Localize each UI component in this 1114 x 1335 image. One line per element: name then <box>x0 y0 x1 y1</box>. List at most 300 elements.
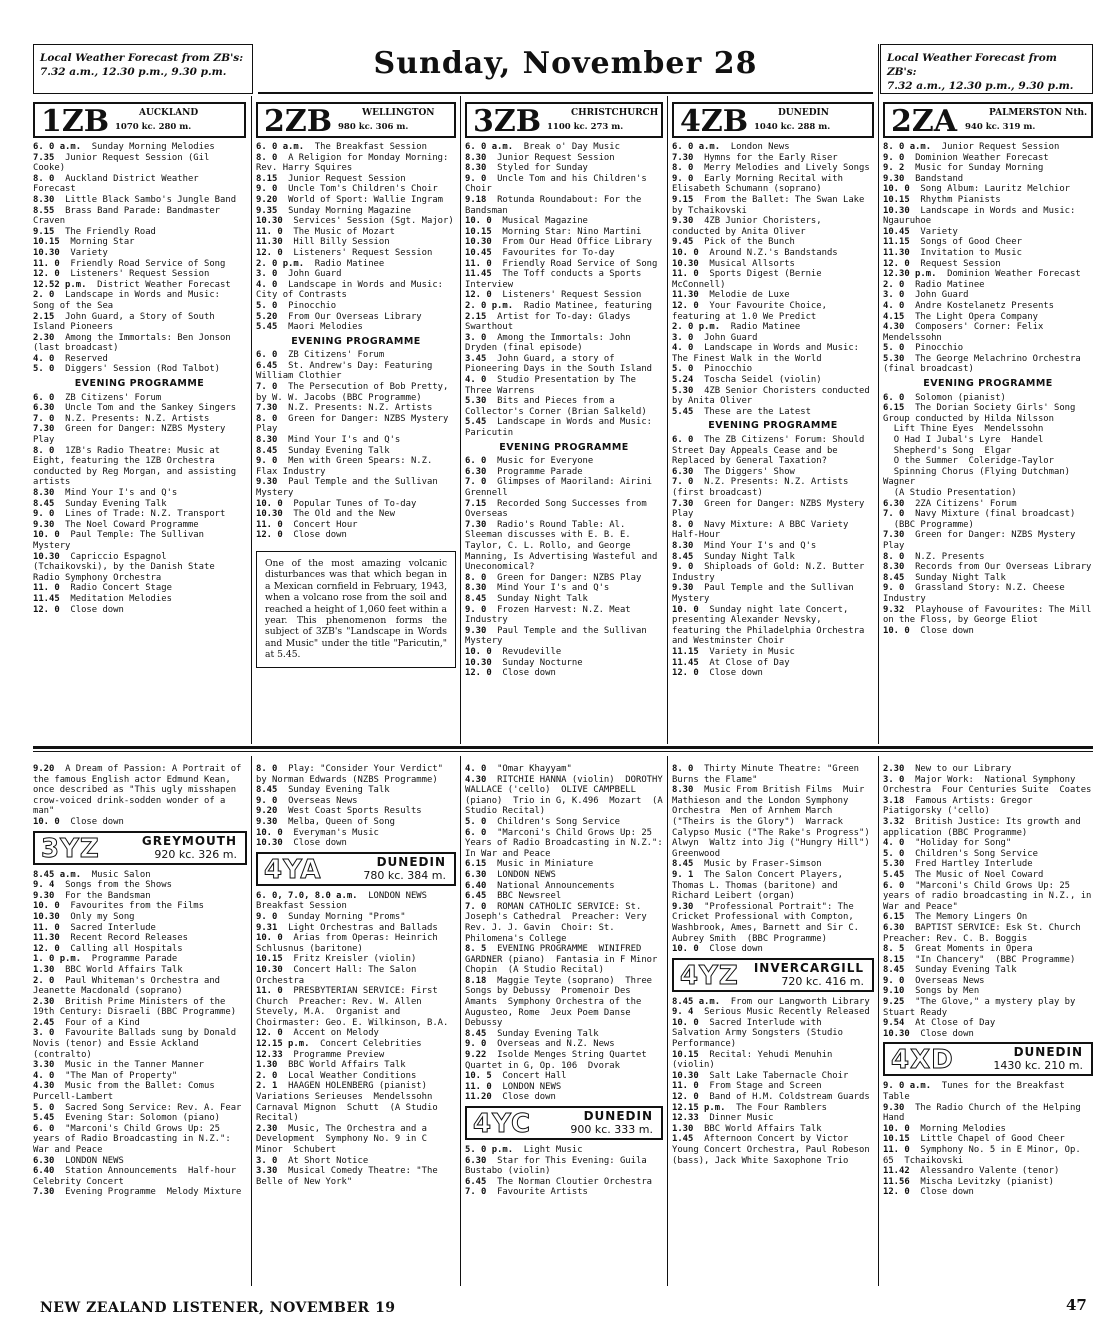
programme-time: 9.45 <box>672 237 694 248</box>
programme-entry <box>33 153 246 174</box>
programme-entry <box>33 354 246 365</box>
programme-title: Sunday Evening Talk <box>288 445 390 456</box>
programme-title: The Salon Concert Players, Thomas L. Thomas (baritone) and Richard Leibert (organ) <box>672 869 849 902</box>
programme-entry <box>883 552 1093 563</box>
programme-time: 8.45 <box>883 572 905 583</box>
programme-title: Sunday Morning Magazine <box>288 205 411 216</box>
programme-title: The Toff conducts a Sports Interview <box>465 269 647 290</box>
station-city: PALMERSTON Nth. <box>989 108 1088 118</box>
programme-title: Tunes for the Breakfast Table <box>883 1081 1071 1103</box>
programme-title: Overseas News <box>915 975 985 986</box>
programme-title: Glimpses of Maoriland: Airini Grennell <box>465 477 658 498</box>
programme-title: Songs from the Shows <box>65 880 172 891</box>
station-call-sign: 3ZB <box>473 104 542 139</box>
programme-title: Close down <box>293 530 347 541</box>
programme-time: 12. 0 <box>672 668 699 679</box>
programme-title: Musical Allsorts <box>709 258 795 269</box>
programme-entry <box>33 446 246 488</box>
programme-entry <box>883 184 1093 195</box>
programme-title: Navy Mixture (final broadcast) <box>915 509 1076 520</box>
programme-title: Mind Your I's and Q's <box>704 540 817 551</box>
programme-title: Reserved <box>65 353 108 364</box>
programme-time: 10.15 <box>672 1049 699 1060</box>
programme-entry <box>672 1113 874 1124</box>
programme-entry <box>672 142 874 153</box>
programme-title: The Noel Coward Programme <box>65 519 199 530</box>
programme-time: 4.30 <box>33 1081 55 1092</box>
programme-entry <box>33 552 246 584</box>
programme-title: Recital: Yehudi Menuhin (violin) <box>672 1049 838 1071</box>
programme-entry <box>883 280 1093 291</box>
programme-title: Services' Session (Sgt. Major) <box>293 216 454 227</box>
programme-title: Major Work: National Symphony Orchestra Four Centuries Suite Coates <box>883 774 1092 796</box>
programme-time: 10. 0 <box>33 530 60 541</box>
programme-time: 8.30 <box>465 152 487 163</box>
programme-entry <box>256 382 456 403</box>
programme-entry <box>883 206 1093 227</box>
programme-entry <box>465 312 663 333</box>
programme-title: Everyman's Music <box>293 827 379 838</box>
programme-time: 3. 0 <box>256 1155 278 1166</box>
programme-entry <box>256 1071 456 1082</box>
programme-entry <box>33 142 246 153</box>
programme-title: Calling all Hospitals <box>70 943 183 954</box>
programme-entry <box>256 954 456 965</box>
programme-entry <box>465 573 663 584</box>
programme-entry <box>256 361 456 382</box>
programme-time: 12. 0 <box>33 943 60 954</box>
programme-title: Green for Danger: NZBS Mystery Play <box>256 413 454 435</box>
programme-entry <box>256 509 456 520</box>
programme-time: 11.30 <box>33 933 60 944</box>
programme-time: 5.45 <box>465 417 487 428</box>
programme-entry <box>33 206 246 227</box>
programme-time: 6.30 <box>33 403 55 414</box>
programme-title: Styled for Sunday <box>497 163 588 174</box>
station-column-2zb <box>256 100 456 744</box>
programme-entry <box>883 562 1093 573</box>
programme-title: For the Bandsman <box>65 890 151 901</box>
programme-title: Songs by Men <box>915 986 980 997</box>
programme-entry <box>33 1103 247 1114</box>
programme-entry <box>465 375 663 396</box>
title-underline <box>258 92 873 94</box>
programme-title: Salt Lake Tabernacle Choir <box>709 1070 849 1081</box>
programme-entry <box>465 1092 663 1103</box>
station-header-box <box>883 1042 1093 1076</box>
programme-entry <box>465 1082 663 1093</box>
programme-time: 8.30 <box>672 540 694 551</box>
programme-entry <box>256 216 456 227</box>
programme-time: 10.30 <box>33 911 60 922</box>
programme-time: 11.45 <box>465 269 492 280</box>
programme-time: 5. 0 <box>465 816 487 827</box>
programme-time: 10.15 <box>256 954 283 965</box>
programme-time: 10.30 <box>33 247 60 258</box>
programme-time: 11.30 <box>256 237 283 248</box>
programme-time: 1.30 <box>672 1123 694 1134</box>
lower-column-2 <box>256 764 456 1294</box>
programme-time: 9. 0 <box>465 604 487 615</box>
column-rule <box>667 96 668 744</box>
programme-entry <box>672 163 874 174</box>
programme-time: 5.45 <box>256 322 278 333</box>
programme-time: 3.45 <box>465 353 487 364</box>
programme-time: 2.30 <box>33 996 55 1007</box>
programme-time: 9.30 <box>672 583 694 594</box>
station-call-sign: 4XD <box>891 1045 954 1076</box>
column-rule <box>460 96 461 744</box>
programme-title: Musical Comedy Theatre: "The Belle of New York" <box>256 1166 444 1187</box>
programme-entry <box>465 456 663 467</box>
programme-entry <box>465 290 663 301</box>
programme-time: 4. 0 <box>465 764 487 774</box>
programme-time: 9.30 <box>33 519 55 530</box>
programme-entry <box>256 912 456 923</box>
programme-entry <box>256 986 456 1028</box>
programme-time: 6.30 <box>883 498 905 509</box>
programme-title: A Dream of Passion: A Portrait of the famous English actor Edmund Kean, once described as "This ugly misshapen crow-voiced drink-sodden wonder of a man" <box>33 764 247 817</box>
programme-title: Close down <box>70 816 124 827</box>
programme-time: 9. 2 <box>883 163 905 174</box>
station-frequency: 940 kc. 319 m. <box>965 122 1036 132</box>
programme-time: 6. 0 <box>465 456 487 467</box>
programme-title: Evening Programme Melody Mixture <box>65 1187 242 1198</box>
programme-time: 8.30 <box>465 583 487 594</box>
programme-title: John Guard <box>288 269 342 280</box>
programme-time: 9.18 <box>465 194 487 205</box>
programme-time: 6.40 <box>33 1166 55 1177</box>
programme-title: Studio Presentation by The Three Warrens <box>465 375 642 396</box>
programme-title: At Close of Day <box>709 657 790 668</box>
programme-time: 6.15 <box>883 912 905 923</box>
station-call-sign: 4YA <box>264 854 322 885</box>
programme-time: 9.54 <box>883 1018 905 1029</box>
programme-title: Variety in Music <box>709 646 795 657</box>
programme-time: 10. 0 <box>33 901 60 912</box>
programme-title: Alessandro Valente (tenor) <box>920 1166 1060 1177</box>
programme-time: 11. 0 <box>33 922 60 933</box>
programme-title: Concert Celebrities <box>320 1039 422 1050</box>
programme-entry <box>33 954 247 965</box>
programme-title: Morning Star: Nino Martini <box>502 226 642 237</box>
station-column-2za <box>883 100 1097 744</box>
programme-time: 10. 0 <box>256 498 283 509</box>
programme-title: Band of H.M. Coldstream Guards <box>709 1092 870 1103</box>
programme-title: Radio Matinee, featuring <box>523 300 653 311</box>
programme-entry <box>883 817 1093 838</box>
programme-time: 12.33 <box>672 1113 699 1124</box>
programme-title: Pinocchio <box>915 343 964 354</box>
programme-entry <box>465 195 663 216</box>
programme-time: 4. 0 <box>465 375 487 386</box>
programme-entry <box>465 153 663 164</box>
station-header-box <box>256 102 456 138</box>
programme-entry <box>883 775 1093 796</box>
programme-time: 10. 0 <box>883 184 910 195</box>
programme-time: 5.30 <box>883 859 905 870</box>
programme-title: The Music of Noel Coward <box>915 869 1044 880</box>
programme-entry <box>883 1124 1093 1135</box>
programme-time: 7.30 <box>672 152 694 163</box>
programme-title: Overseas News <box>288 795 358 806</box>
programme-time: 12. 0 <box>883 258 910 269</box>
programme-title: John Guard, a Story of South Island Pioneers <box>33 311 221 333</box>
programme-time: 3.30 <box>33 1060 55 1071</box>
programme-title: Station Announcements Half-hour Celebrity Concert <box>33 1166 242 1187</box>
weather-box-right <box>880 44 1093 94</box>
programme-time: 4.30 <box>883 322 905 333</box>
programme-title: Radio's Round Table: Al. Sleeman discusses with E. B. E. Taylor, C. L. Rollo, and George Manning, Is Advertising Wasteful and Uneconomical? <box>465 519 663 573</box>
programme-time: 1. 0 p.m. <box>33 954 82 965</box>
programme-title: Listeners' Request Session <box>70 269 210 280</box>
programme-title: Paul Whiteman's Orchestra and Jeanette Macdonald (soprano) <box>33 975 226 997</box>
programme-entry <box>672 785 881 859</box>
programme-time: 9.31 <box>256 922 278 933</box>
programme-entry <box>883 393 1093 404</box>
programme-title: Close down <box>920 1187 974 1198</box>
programme-time: 6. 0, 7.0, 8.0 a.m. <box>256 890 358 901</box>
programme-time: 11.42 <box>883 1166 910 1177</box>
programme-entry <box>465 248 663 259</box>
programme-entry <box>672 1007 874 1018</box>
programme-title: Sunday Evening Talk <box>65 498 167 509</box>
programme-title: Landscape in Words and Music: City of Contrasts <box>256 279 449 301</box>
programme-time: 9.10 <box>883 986 905 997</box>
programme-entry <box>883 153 1093 164</box>
programme-title: Isolde Menges String Quartet Quartet in G, Op. 106 Dvorak <box>465 1050 658 1071</box>
programme-title: Radio Matinee <box>314 258 385 269</box>
programme-entry <box>256 933 456 954</box>
programme-title: From our Langworth Library <box>730 996 870 1007</box>
programme-time: 9.30 <box>672 901 694 912</box>
station-call-sign: 2ZB <box>264 104 333 139</box>
programme-time: 12.30 p.m. <box>883 269 937 280</box>
programme-entry <box>672 174 874 195</box>
station-header-box <box>33 102 246 138</box>
programme-entry <box>883 838 1093 849</box>
programme-title: The Norman Cloutier Orchestra <box>497 1176 653 1187</box>
programme-title: Sunday Evening Talk <box>497 1028 599 1039</box>
programme-title: Lift Thine Eyes Mendelssohn <box>893 424 1044 435</box>
programme-time: 11.15 <box>672 646 699 657</box>
programme-time: 1.30 <box>256 1060 278 1071</box>
programme-entry <box>883 1029 1093 1040</box>
programme-title: Programme Parade <box>497 466 583 477</box>
programme-time: 4. 0 <box>33 353 55 364</box>
programme-entry <box>465 902 663 944</box>
programme-entry <box>256 227 456 238</box>
programme-time: 6. 0 <box>883 880 905 891</box>
programme-time: 11. 0 <box>672 1081 699 1092</box>
programme-entry <box>33 174 246 195</box>
programme-time: 6.15 <box>465 859 487 870</box>
programme-title: Star for This Evening: Guila Bustabo (violin) <box>465 1155 653 1177</box>
programme-title: Morning Star <box>70 237 135 248</box>
programme-title: Close down <box>709 668 763 679</box>
programme-entry <box>256 322 456 333</box>
programme-title: National Announcements <box>497 880 615 891</box>
programme-time: 10.15 <box>883 1134 910 1145</box>
programme-entry <box>256 237 456 248</box>
programme-time: 6.45 <box>465 1176 487 1187</box>
programme-title: N.Z. Presents: N.Z. Artists <box>65 413 210 424</box>
programme-title: Close down <box>920 625 974 636</box>
programme-time: 9. 0 <box>883 583 905 594</box>
programme-title: Shiploads of Gold: N.Z. Butter Industry <box>672 562 870 583</box>
programme-entry <box>33 870 247 881</box>
programme-entry <box>256 1039 456 1050</box>
programme-time: 6.30 <box>672 466 694 477</box>
programme-time: 4. 0 <box>672 343 694 354</box>
programme-title: Revudeville <box>502 646 562 657</box>
programme-title: Recorded Song Successes from Overseas <box>465 498 653 520</box>
station-header-box <box>465 102 663 138</box>
programme-entry <box>465 1156 663 1177</box>
programme-time: 12.33 <box>256 1049 283 1060</box>
programme-time: 10.30 <box>883 205 910 216</box>
programme-time: 5.24 <box>672 375 694 386</box>
programme-title: "Omar Khayyam" <box>497 764 572 774</box>
programme-entry <box>256 446 456 457</box>
lower-column-5 <box>883 764 1097 1294</box>
programme-title: Spinning Chorus (Flying Dutchman) Wagner <box>883 466 1081 488</box>
programme-entry <box>33 764 247 817</box>
programme-entry <box>33 195 246 206</box>
programme-entry <box>33 248 246 259</box>
programme-time: 6.30 <box>465 466 487 477</box>
programme-title: "Professional Portrait": The Cricket Professional with Compton, Washbrook, Ames, Barnett and Sir C. Aubrey Smith (BBC Programme) <box>672 901 865 944</box>
programme-entry <box>256 456 456 477</box>
programme-time: 8. 0 <box>883 551 905 562</box>
programme-time: 8.45 <box>256 785 278 796</box>
programme-title: Close down <box>293 838 347 849</box>
programme-time: 10.30 <box>672 258 699 269</box>
programme-time: 10.15 <box>33 237 60 248</box>
programme-entry <box>465 647 663 658</box>
programme-time: 4.15 <box>883 311 905 322</box>
programme-time: 12. 0 <box>883 1187 910 1198</box>
programme-time: 10. 0 <box>465 216 492 227</box>
programme-entry <box>883 163 1093 174</box>
programme-title: (A Studio Presentation) <box>893 488 1017 498</box>
programme-title: PRESBYTERIAN SERVICE: First Church Preacher: Rev. W. Allen Stevely, M.A. Organist and Choirmaster: Geo. E. Wilkinson, B.A. <box>256 986 449 1028</box>
programme-title: Rhythm Pianists <box>920 194 1001 205</box>
programme-entry <box>465 944 669 976</box>
programme-title: Among the Immortals: Ben Jonson (last broadcast) <box>33 332 237 354</box>
programme-entry <box>883 1145 1093 1166</box>
programme-time: 6.40 <box>465 880 487 891</box>
programme-title: Famous Artists: Gregor Piatigorsky ('cello) <box>883 795 1038 817</box>
programme-title: Paul Temple and the Sullivan Mystery <box>672 583 860 604</box>
programme-time: 5.30 <box>883 353 905 364</box>
programme-title: A Religion for Monday Morning: Rev. Harry Squires <box>256 152 454 174</box>
programme-title: Favourites from the Films <box>70 901 204 912</box>
programme-title: Paul Temple and the Sullivan Mystery <box>256 477 444 498</box>
programme-title: Morning Melodies <box>920 1123 1006 1134</box>
programme-title: From Our Overseas Library <box>288 311 422 322</box>
evening-programme-heading: EVENING PROGRAMME <box>74 378 205 390</box>
programme-entry <box>672 1071 874 1082</box>
programme-time: 7.30 <box>883 530 905 541</box>
programme-entry <box>883 467 1093 488</box>
programme-entry <box>465 259 663 270</box>
programme-time: 9.30 <box>33 890 55 901</box>
station-frequency: 900 kc. 333 m. <box>570 1123 653 1136</box>
programme-entry <box>883 424 1093 435</box>
programme-time: 3. 0 <box>672 332 694 343</box>
programme-title: Sacred Interlude with Salvation Army Songsters (Studio Performance) <box>672 1017 849 1050</box>
programme-entry <box>883 343 1093 354</box>
programme-time: 5. 0 <box>33 1102 55 1113</box>
programme-title: Paul Temple: The Sullivan Mystery <box>33 530 210 551</box>
programme-time: 3. 0 <box>883 290 905 301</box>
programme-time: 8.30 <box>33 194 55 205</box>
programme-entry <box>883 312 1093 323</box>
programme-time: 5. 0 <box>33 364 55 375</box>
programme-title: Melodie de Luxe <box>709 290 790 301</box>
programme-entry <box>672 259 874 270</box>
programme-entry <box>256 174 456 185</box>
programme-title: Sunday Night Talk <box>704 551 795 562</box>
programme-time: 11.45 <box>672 657 699 668</box>
programme-entry <box>883 573 1093 584</box>
programme-time: 5.45 <box>883 869 905 880</box>
programme-entry <box>33 891 247 902</box>
programme-title: Only my Song <box>70 911 135 922</box>
programme-time: 8. 0 <box>672 163 694 174</box>
programme-entry <box>256 1028 456 1039</box>
programme-title: "Marconi's Child Grows Up: 25 years of radio broadcasting in N.Z., in War and Peace" <box>883 880 1097 912</box>
programme-time: 5. 0 <box>883 343 905 354</box>
programme-title: British Prime Ministers of the 19th Century: Disraeli (BBC Programme) <box>33 996 237 1018</box>
lower-column-1 <box>33 764 247 1294</box>
programme-entry <box>672 583 874 604</box>
programme-entry <box>465 1177 663 1188</box>
programme-title: Melba, Queen of Song <box>288 816 395 827</box>
programme-time: 8. 0 <box>672 519 694 530</box>
programme-time: 6. 0 <box>256 350 278 361</box>
programme-title: Diggers' Session (Rod Talbot) <box>65 364 221 375</box>
programme-entry <box>256 248 456 259</box>
programme-entry <box>672 343 874 364</box>
programme-time: 10. 0 <box>465 646 492 657</box>
programme-entry <box>883 870 1093 881</box>
programme-time: 7.30 <box>33 424 55 435</box>
programme-title: The Friendly Road <box>65 226 156 237</box>
programme-entry <box>256 1166 456 1187</box>
programme-title: Sunday Morning "Proms" <box>288 911 406 922</box>
programme-entry <box>883 796 1093 817</box>
programme-entry <box>672 248 874 259</box>
programme-title: Dominion Weather Forecast <box>915 152 1049 163</box>
programme-title: Mind Your I's and Q's <box>288 435 401 446</box>
programme-entry <box>256 142 456 153</box>
programme-entry <box>672 520 874 541</box>
station-header-box <box>672 958 874 992</box>
programme-entry <box>465 301 663 312</box>
programme-entry <box>883 965 1093 976</box>
programme-title: Sacred Song Service: Rev. A. Fear <box>65 1102 242 1113</box>
programme-entry <box>465 594 663 605</box>
station-city: DUNEDIN <box>778 108 829 118</box>
programme-time: 9. 0 <box>465 173 487 184</box>
programme-title: Landscape in Words and Music: Ngauruhoe <box>883 205 1081 227</box>
programme-entry <box>672 605 874 647</box>
programme-title: 4ZB Junior Choristers, conducted by Anita Oliver <box>672 216 827 237</box>
programme-time: 9.30 <box>883 173 905 184</box>
programme-time: 9.30 <box>256 477 278 488</box>
